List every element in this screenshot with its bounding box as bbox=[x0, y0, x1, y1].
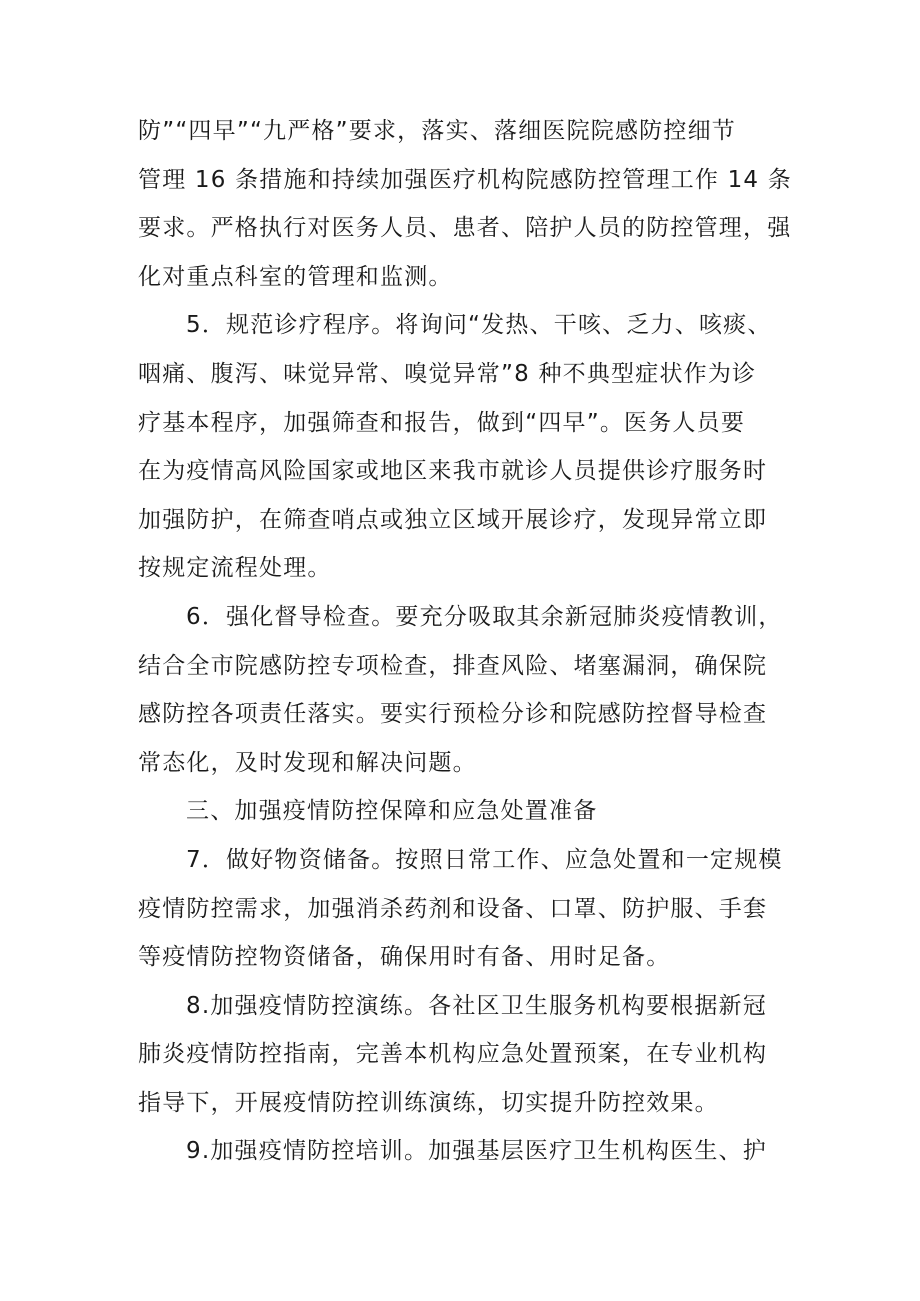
paragraph-7-start: 7．做好物资储备。按照日常工作、应急处置和一定规模 bbox=[186, 846, 783, 873]
text-line: 要求。严格执行对医务人员、患者、陪护人员的防控管理，强 bbox=[138, 215, 792, 242]
text-line: 疗基本程序，加强筛查和报告，做到“四早”。医务人员要 bbox=[138, 409, 746, 436]
text-line: 常态化，及时发现和解决问题。 bbox=[138, 749, 477, 776]
text-line: 防”“四早”“九严格”要求，落实、落细医院院感防控细节 bbox=[138, 118, 736, 144]
text-line: 肺炎疫情防控指南，完善本机构应急处置预案，在专业机构 bbox=[138, 1041, 768, 1068]
paragraph-9-start: 9.加强疫情防控培训。加强基层医疗卫生机构医生、护 bbox=[186, 1138, 767, 1165]
text-line: 加强防护，在筛查哨点或独立区域开展诊疗，发现异常立即 bbox=[138, 506, 768, 533]
section-heading-3: 三、加强疫情防控保障和应急处置准备 bbox=[186, 798, 598, 825]
text-line: 在为疫情高风险国家或地区来我市就诊人员提供诊疗服务时 bbox=[138, 458, 768, 485]
paragraph-8-start: 8.加强疫情防控演练。各社区卫生服务机构要根据新冠 bbox=[186, 992, 767, 1019]
text-line: 管理 16 条措施和持续加强医疗机构院感防控管理工作 14 条 bbox=[138, 166, 792, 193]
text-line: 疫情防控需求，加强消杀药剂和设备、口罩、防护服、手套 bbox=[138, 895, 768, 922]
document-body bbox=[138, 107, 798, 1176]
text-line: 结合全市院感防控专项检查，排查风险、堵塞漏洞，确保院 bbox=[138, 652, 768, 679]
text-line: 按规定流程处理。 bbox=[138, 555, 332, 582]
text-line: 等疫情防控物资储备，确保用时有备、用时足备。 bbox=[138, 944, 671, 971]
text-line: 指导下，开展疫情防控训练演练，切实提升防控效果。 bbox=[138, 1089, 719, 1116]
paragraph-6-start: 6．强化督导检查。要充分吸取其余新冠肺炎疫情教训， bbox=[186, 603, 783, 630]
paragraph-5-start: 5．规范诊疗程序。将询问“发热、干咳、乏力、咳痰、 bbox=[186, 312, 772, 339]
text-line: 化对重点科室的管理和监测。 bbox=[138, 263, 453, 290]
text-line: 咽痛、腹泻、味觉异常、嗅觉异常”8 种不典型症状作为诊 bbox=[138, 360, 757, 387]
text-line: 感防控各项责任落实。要实行预检分诊和院感防控督导检查 bbox=[138, 701, 768, 728]
